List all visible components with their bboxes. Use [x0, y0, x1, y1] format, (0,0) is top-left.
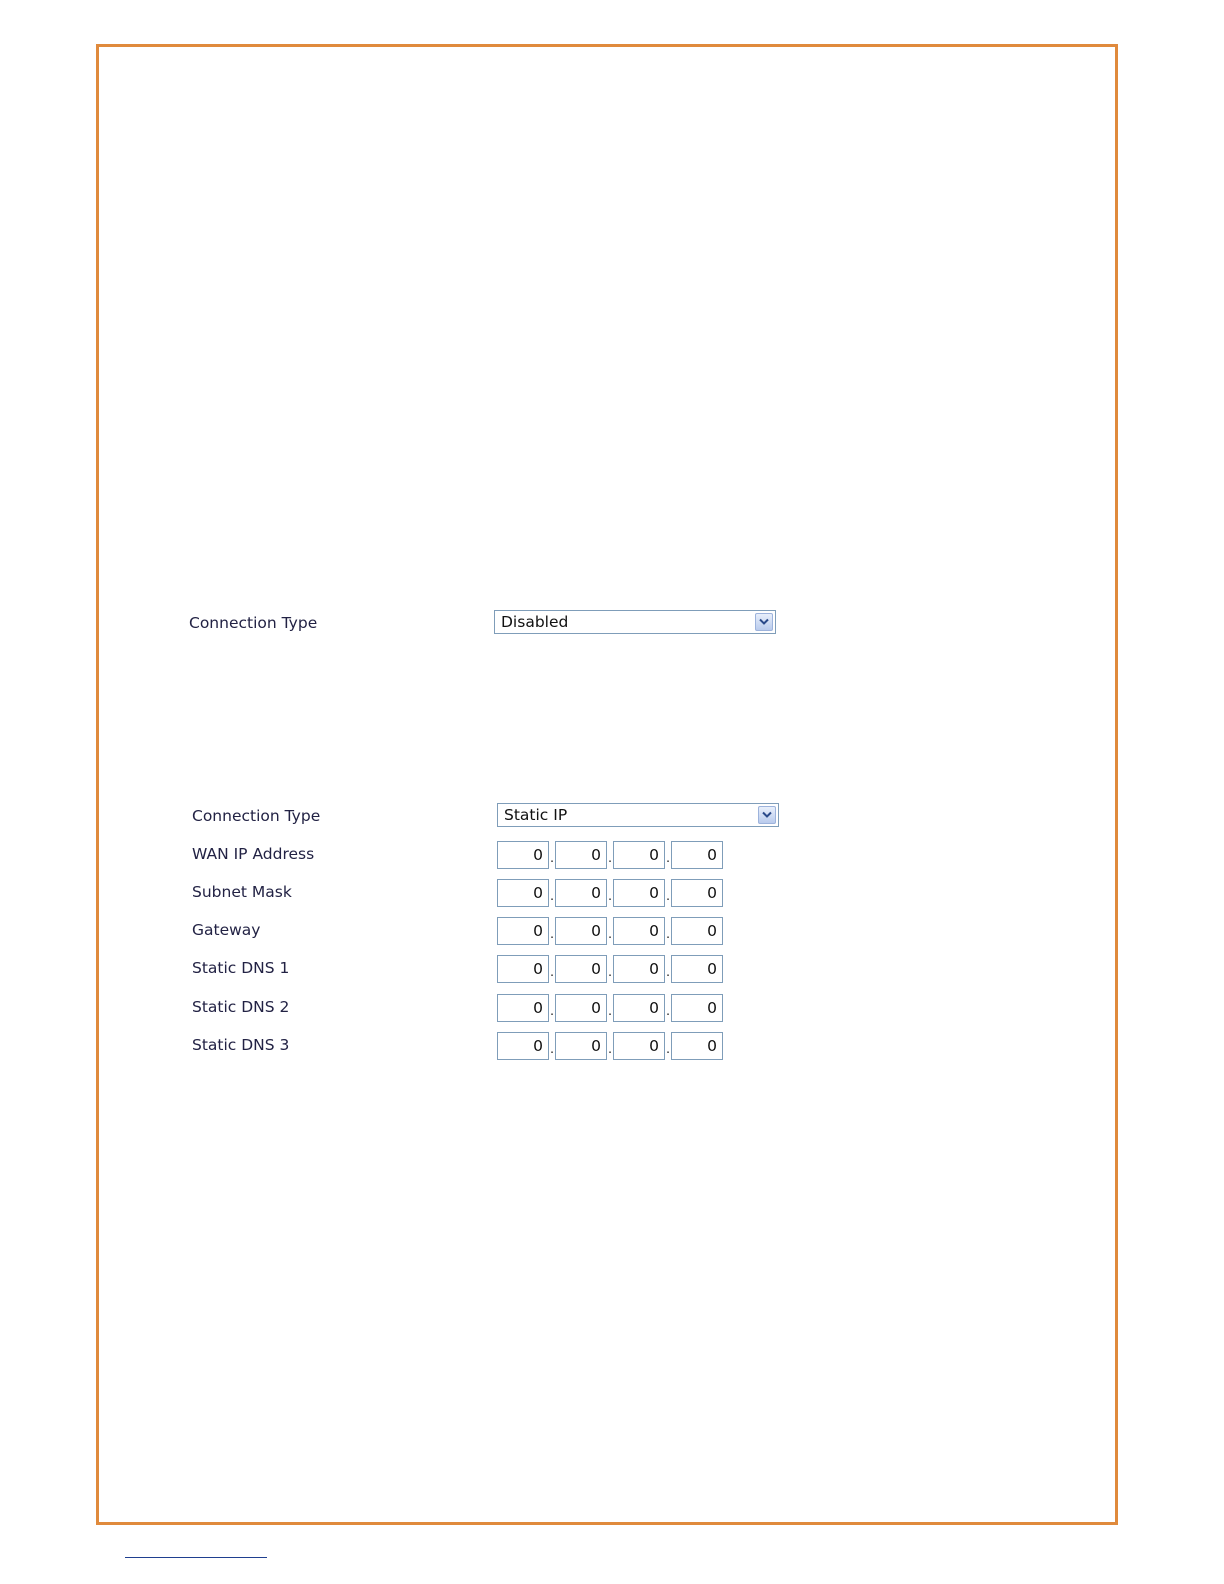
- octet-separator: .: [608, 1042, 612, 1056]
- octet-separator: .: [666, 851, 670, 865]
- connection-type-row-disabled: [189, 610, 789, 636]
- footer-rule: [125, 1557, 267, 1558]
- connection-type-label: Connection Type: [192, 807, 321, 825]
- static-dns-3-row: [192, 1032, 792, 1058]
- octet-separator: .: [550, 1004, 554, 1018]
- static-dns-2-octet-1[interactable]: 0: [497, 994, 549, 1022]
- gateway-label: Gateway: [192, 921, 261, 939]
- static-dns-2-label: Static DNS 2: [192, 998, 290, 1016]
- static-dns-2-input-group: [497, 994, 727, 1022]
- octet-separator: .: [550, 851, 554, 865]
- chevron-down-icon[interactable]: [755, 613, 773, 631]
- static-dns-1-row: [192, 955, 792, 981]
- static-dns-2-octet-3[interactable]: 0: [613, 994, 665, 1022]
- octet-separator: .: [666, 1004, 670, 1018]
- static-dns-2-octet-4[interactable]: 0: [671, 994, 723, 1022]
- octet-separator: .: [666, 889, 670, 903]
- gateway-octet-4[interactable]: 0: [671, 917, 723, 945]
- gateway-input-group: [497, 917, 727, 945]
- static-dns-3-octet-1[interactable]: 0: [497, 1032, 549, 1060]
- octet-separator: .: [550, 927, 554, 941]
- wan-ip-address-octet-1[interactable]: 0: [497, 841, 549, 869]
- static-dns-3-label: Static DNS 3: [192, 1036, 290, 1054]
- subnet-mask-octet-4[interactable]: 0: [671, 879, 723, 907]
- connection-type-label: Connection Type: [189, 614, 318, 632]
- subnet-mask-label: Subnet Mask: [192, 883, 292, 901]
- subnet-mask-input-group: [497, 879, 727, 907]
- subnet-mask-row: [192, 879, 792, 905]
- gateway-octet-3[interactable]: 0: [613, 917, 665, 945]
- octet-separator: .: [666, 965, 670, 979]
- connection-type-selected-value: Static IP: [504, 806, 568, 824]
- static-dns-2-octet-2[interactable]: 0: [555, 994, 607, 1022]
- gateway-octet-2[interactable]: 0: [555, 917, 607, 945]
- octet-separator: .: [608, 1004, 612, 1018]
- octet-separator: .: [608, 889, 612, 903]
- static-dns-1-input-group: [497, 955, 727, 983]
- static-dns-3-input-group: [497, 1032, 727, 1060]
- connection-type-row-static: [192, 803, 792, 829]
- static-dns-2-row: [192, 994, 792, 1020]
- static-dns-3-octet-3[interactable]: 0: [613, 1032, 665, 1060]
- octet-separator: .: [550, 1042, 554, 1056]
- chevron-down-icon[interactable]: [758, 806, 776, 824]
- static-dns-3-octet-4[interactable]: 0: [671, 1032, 723, 1060]
- wan-ip-address-octet-4[interactable]: 0: [671, 841, 723, 869]
- static-dns-1-octet-3[interactable]: 0: [613, 955, 665, 983]
- connection-type-selected-value: Disabled: [501, 613, 569, 631]
- octet-separator: .: [550, 889, 554, 903]
- wan-ip-address-row: [192, 841, 792, 867]
- static-dns-1-octet-1[interactable]: 0: [497, 955, 549, 983]
- octet-separator: .: [608, 851, 612, 865]
- gateway-row: [192, 917, 792, 943]
- page-frame: [96, 44, 1118, 1525]
- wan-ip-address-label: WAN IP Address: [192, 845, 315, 863]
- subnet-mask-octet-3[interactable]: 0: [613, 879, 665, 907]
- wan-ip-address-input-group: [497, 841, 727, 869]
- static-dns-3-octet-2[interactable]: 0: [555, 1032, 607, 1060]
- gateway-octet-1[interactable]: 0: [497, 917, 549, 945]
- connection-type-select[interactable]: [494, 610, 776, 634]
- static-dns-1-octet-2[interactable]: 0: [555, 955, 607, 983]
- static-dns-1-label: Static DNS 1: [192, 959, 290, 977]
- subnet-mask-octet-2[interactable]: 0: [555, 879, 607, 907]
- wan-ip-address-octet-2[interactable]: 0: [555, 841, 607, 869]
- octet-separator: .: [608, 965, 612, 979]
- connection-type-select[interactable]: [497, 803, 779, 827]
- octet-separator: .: [666, 1042, 670, 1056]
- subnet-mask-octet-1[interactable]: 0: [497, 879, 549, 907]
- wan-ip-address-octet-3[interactable]: 0: [613, 841, 665, 869]
- static-dns-1-octet-4[interactable]: 0: [671, 955, 723, 983]
- octet-separator: .: [608, 927, 612, 941]
- octet-separator: .: [666, 927, 670, 941]
- octet-separator: .: [550, 965, 554, 979]
